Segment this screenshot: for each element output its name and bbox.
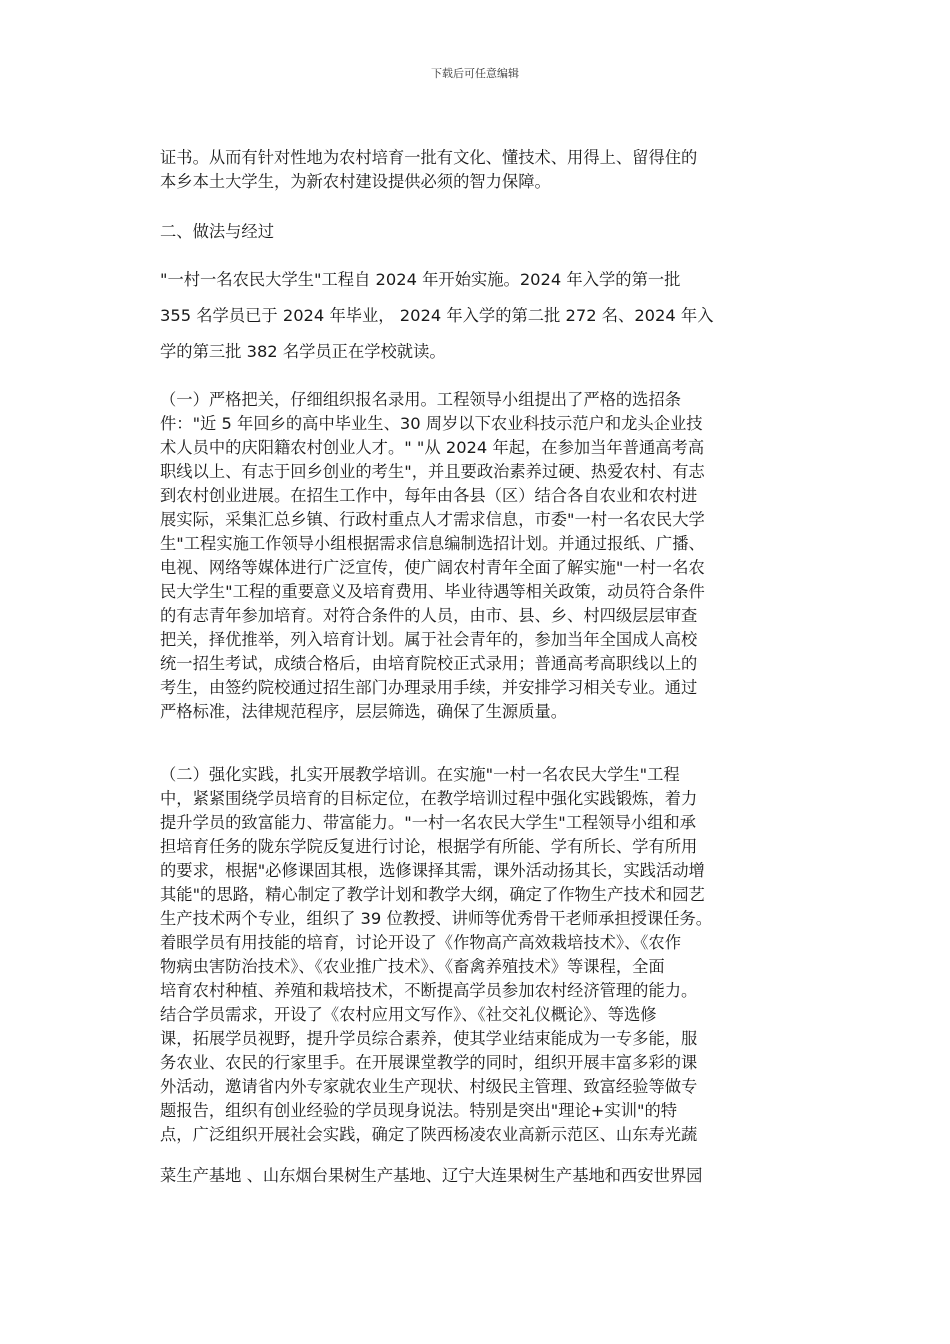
paragraph-recruitment <box>160 388 800 724</box>
text-line: 职线以上、有志于回乡创业的考生"，并且要政治素养过硬、热爱农村、有志 <box>160 462 705 481</box>
text-line: 生产技术两个专业，组织了 39 位教授、讲师等优秀骨干老师承担授课任务。 <box>160 909 713 928</box>
text-line: 菜生产基地 、山东烟台果树生产基地、辽宁大连果树生产基地和西安世界园 <box>160 1166 703 1185</box>
text-line: 到农村创业进展。在招生工作中，每年由各县（区）结合各自农业和农村进 <box>160 486 698 505</box>
text-line: 把关，择优推举，列入培育计划。属于社会青年的，参加当年全国成人高校 <box>160 630 698 649</box>
text-line: 355 名学员已于 2024 年毕业， 2024 年入学的第二批 272 名、2024 年入 <box>160 306 714 325</box>
text-line: 证书。从而有针对性地为农村培育一批有文化、懂技术、用得上、留得住的 <box>160 148 698 167</box>
text-line: 点，广泛组织开展社会实践，确定了陕西杨凌农业高新示范区、山东寿光蔬 <box>160 1125 698 1144</box>
text-line: 本乡本土大学生，为新农村建设提供必须的智力保障。 <box>160 172 551 191</box>
page-header-note: 下载后可任意编辑 <box>431 67 519 80</box>
text-line: 着眼学员有用技能的培育，讨论开设了《作物高产高效栽培技术》、《农作 <box>160 933 681 952</box>
section-heading: 二、做法与经过 <box>160 222 274 241</box>
text-line: 的有志青年参加培育。对符合条件的人员，由市、县、乡、村四级层层审查 <box>160 606 698 625</box>
text-line: 其能"的思路，精心制定了教学计划和教学大纲，确定了作物生产技术和园艺 <box>160 885 705 904</box>
paragraph-teaching <box>160 763 800 1147</box>
text-line: 民大学生"工程的重要意义及培育费用、毕业待遇等相关政策，动员符合条件 <box>160 582 705 601</box>
text-line: 展实际，采集汇总乡镇、行政村重点人才需求信息，市委"一村一名农民大学 <box>160 510 705 529</box>
text-line: 生"工程实施工作领导小组根据需求信息编制选招计划。并通过报纸、广播、 <box>160 534 705 553</box>
text-line: 题报告，组织有创业经验的学员现身说法。特别是突出"理论+实训"的特 <box>160 1101 678 1120</box>
text-line: 的要求，根据"必修课固其根，选修课择其需，课外活动扬其长，实践活动增 <box>160 861 705 880</box>
text-line: 件："近 5 年回乡的高中毕业生、30 周岁以下农业科技示范户和龙头企业技 <box>160 414 703 433</box>
text-line: 担培育任务的陇东学院反复进行讨论，根据学有所能、学有所长、学有所用 <box>160 837 698 856</box>
text-line: 提升学员的致富能力、带富能力。"一村一名农民大学生"工程领导小组和承 <box>160 813 696 832</box>
text-line: （二）强化实践，扎实开展教学培训。在实施"一村一名农民大学生"工程 <box>160 765 680 784</box>
text-line: 统一招生考试，成绩合格后，由培育院校正式录用；普通高考高职线以上的 <box>160 654 698 673</box>
text-line: 术人员中的庆阳籍农村创业人才。" "从 2024 年起，在参加当年普通高考高 <box>160 438 705 457</box>
text-line: （一）严格把关，仔细组织报名录用。工程领导小组提出了严格的选招条 <box>160 390 682 409</box>
text-line: 课，拓展学员视野，提升学员综合素养，使其学业结束能成为一专多能，服 <box>160 1029 698 1048</box>
text-line: "一村一名农民大学生"工程自 2024 年开始实施。2024 年入学的第一批 <box>160 270 681 289</box>
text-line: 结合学员需求，开设了《农村应用文写作》、《社交礼仪概论》、等选修 <box>160 1005 657 1024</box>
text-line: 电视、网络等媒体进行广泛宣传，使广阔农村青年全面了解实施"一村一名农 <box>160 558 705 577</box>
text-line: 培育农村种植、养殖和栽培技术，不断提高学员参加农村经济管理的能力。 <box>160 981 698 1000</box>
text-line: 外活动，邀请省内外专家就农业生产现状、村级民主管理、致富经验等做专 <box>160 1077 698 1096</box>
text-line: 中，紧紧围绕学员培育的目标定位，在教学培训过程中强化实践锻炼，着力 <box>160 789 698 808</box>
text-line: 物病虫害防治技术》、《农业推广技术》、《畜禽养殖技术》等课程，全面 <box>160 957 665 976</box>
text-line: 严格标准，法律规范程序，层层筛选，确保了生源质量。 <box>160 702 568 721</box>
text-line: 务农业、农民的行家里手。在开展课堂教学的同时，组织开展丰富多彩的课 <box>160 1053 698 1072</box>
text-line: 学的第三批 382 名学员正在学校就读。 <box>160 342 446 361</box>
text-line: 考生，由签约院校通过招生部门办理录用手续，并安排学习相关专业。通过 <box>160 678 698 697</box>
paragraph-intro-continuation <box>160 146 800 194</box>
